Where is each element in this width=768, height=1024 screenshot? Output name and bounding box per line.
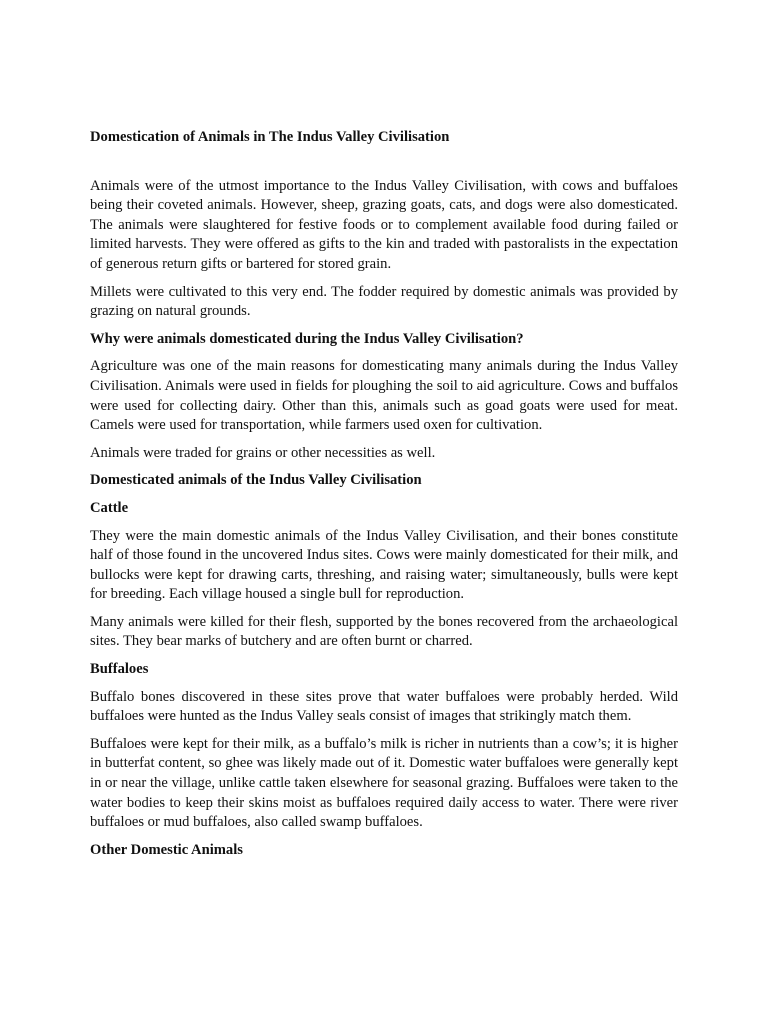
agriculture-paragraph: Agriculture was one of the main reasons for domesticating many animals during the Indus Valley Civilisation. Animals were used in fields for ploughing the soil to aid agriculture. Cows and buffalos were used for collecting dairy. Other than this, animals such as goad goats were used for meat. Camels were used for transportation, while farmers used oxen for cultivation. <box>90 358 678 434</box>
section-heading-why-domesticated: Why were animals domesticated during the Indus Valley Civilisation? <box>90 330 524 347</box>
cattle-paragraph-1: They were the main domestic animals of the Indus Valley Civilisation, and their bones constitute half of those found in the uncovered Indus sites. Cows were mainly domesticated for their milk, and bullocks were kept for drawing carts, threshing, and raising water; simultaneously, bulls were kept for breeding. Each village housed a single bull for reproduction. <box>90 527 678 603</box>
subheading-cattle: Cattle <box>90 499 129 516</box>
section-heading-domesticated-animals: Domesticated animals of the Indus Valley Civilisation <box>90 472 422 489</box>
subheading-buffaloes: Buffaloes <box>90 661 149 678</box>
document-page <box>90 128 678 868</box>
document-title: Domestication of Animals in The Indus Valley Civilisation <box>90 129 450 145</box>
buffaloes-paragraph-1: Buffalo bones discovered in these sites prove that water buffaloes were probably herded. Wild buffaloes were hunted as the Indus Valley seals consist of images that strikingly match them. <box>90 688 678 725</box>
subheading-other-domestic-animals: Other Domestic Animals <box>90 841 243 858</box>
millets-paragraph: Millets were cultivated to this very end. The fodder required by domestic animals was provided by grazing on natural grounds. <box>90 283 678 320</box>
intro-paragraph: Animals were of the utmost importance to the Indus Valley Civilisation, with cows and buffaloes being their coveted animals. However, sheep, grazing goats, cats, and dogs were also domesticated. The animals were slaughtered for festive foods or to complement available food during failed or limited harvests. They were offered as gifts to the kin and traded with pastoralists in the expectation of generous return gifts or bartered for stored grain. <box>90 177 678 272</box>
buffaloes-paragraph-2: Buffaloes were kept for their milk, as a buffalo’s milk is richer in nutrients than a cow’s; it is higher in butterfat content, so ghee was likely made out of it. Domestic water buffaloes were generally kept in or near the village, unlike cattle taken elsewhere for seasonal grazing. Buffaloes were taken to the water bodies to keep their skins moist as buffaloes required daily access to water. There were river buffaloes or mud buffaloes, also called swamp buffaloes. <box>90 735 678 831</box>
trade-paragraph: Animals were traded for grains or other necessities as well. <box>90 444 436 461</box>
cattle-paragraph-2: Many animals were killed for their flesh, supported by the bones recovered from the archaeological sites. They bear marks of butchery and are often burnt or charred. <box>90 613 678 650</box>
